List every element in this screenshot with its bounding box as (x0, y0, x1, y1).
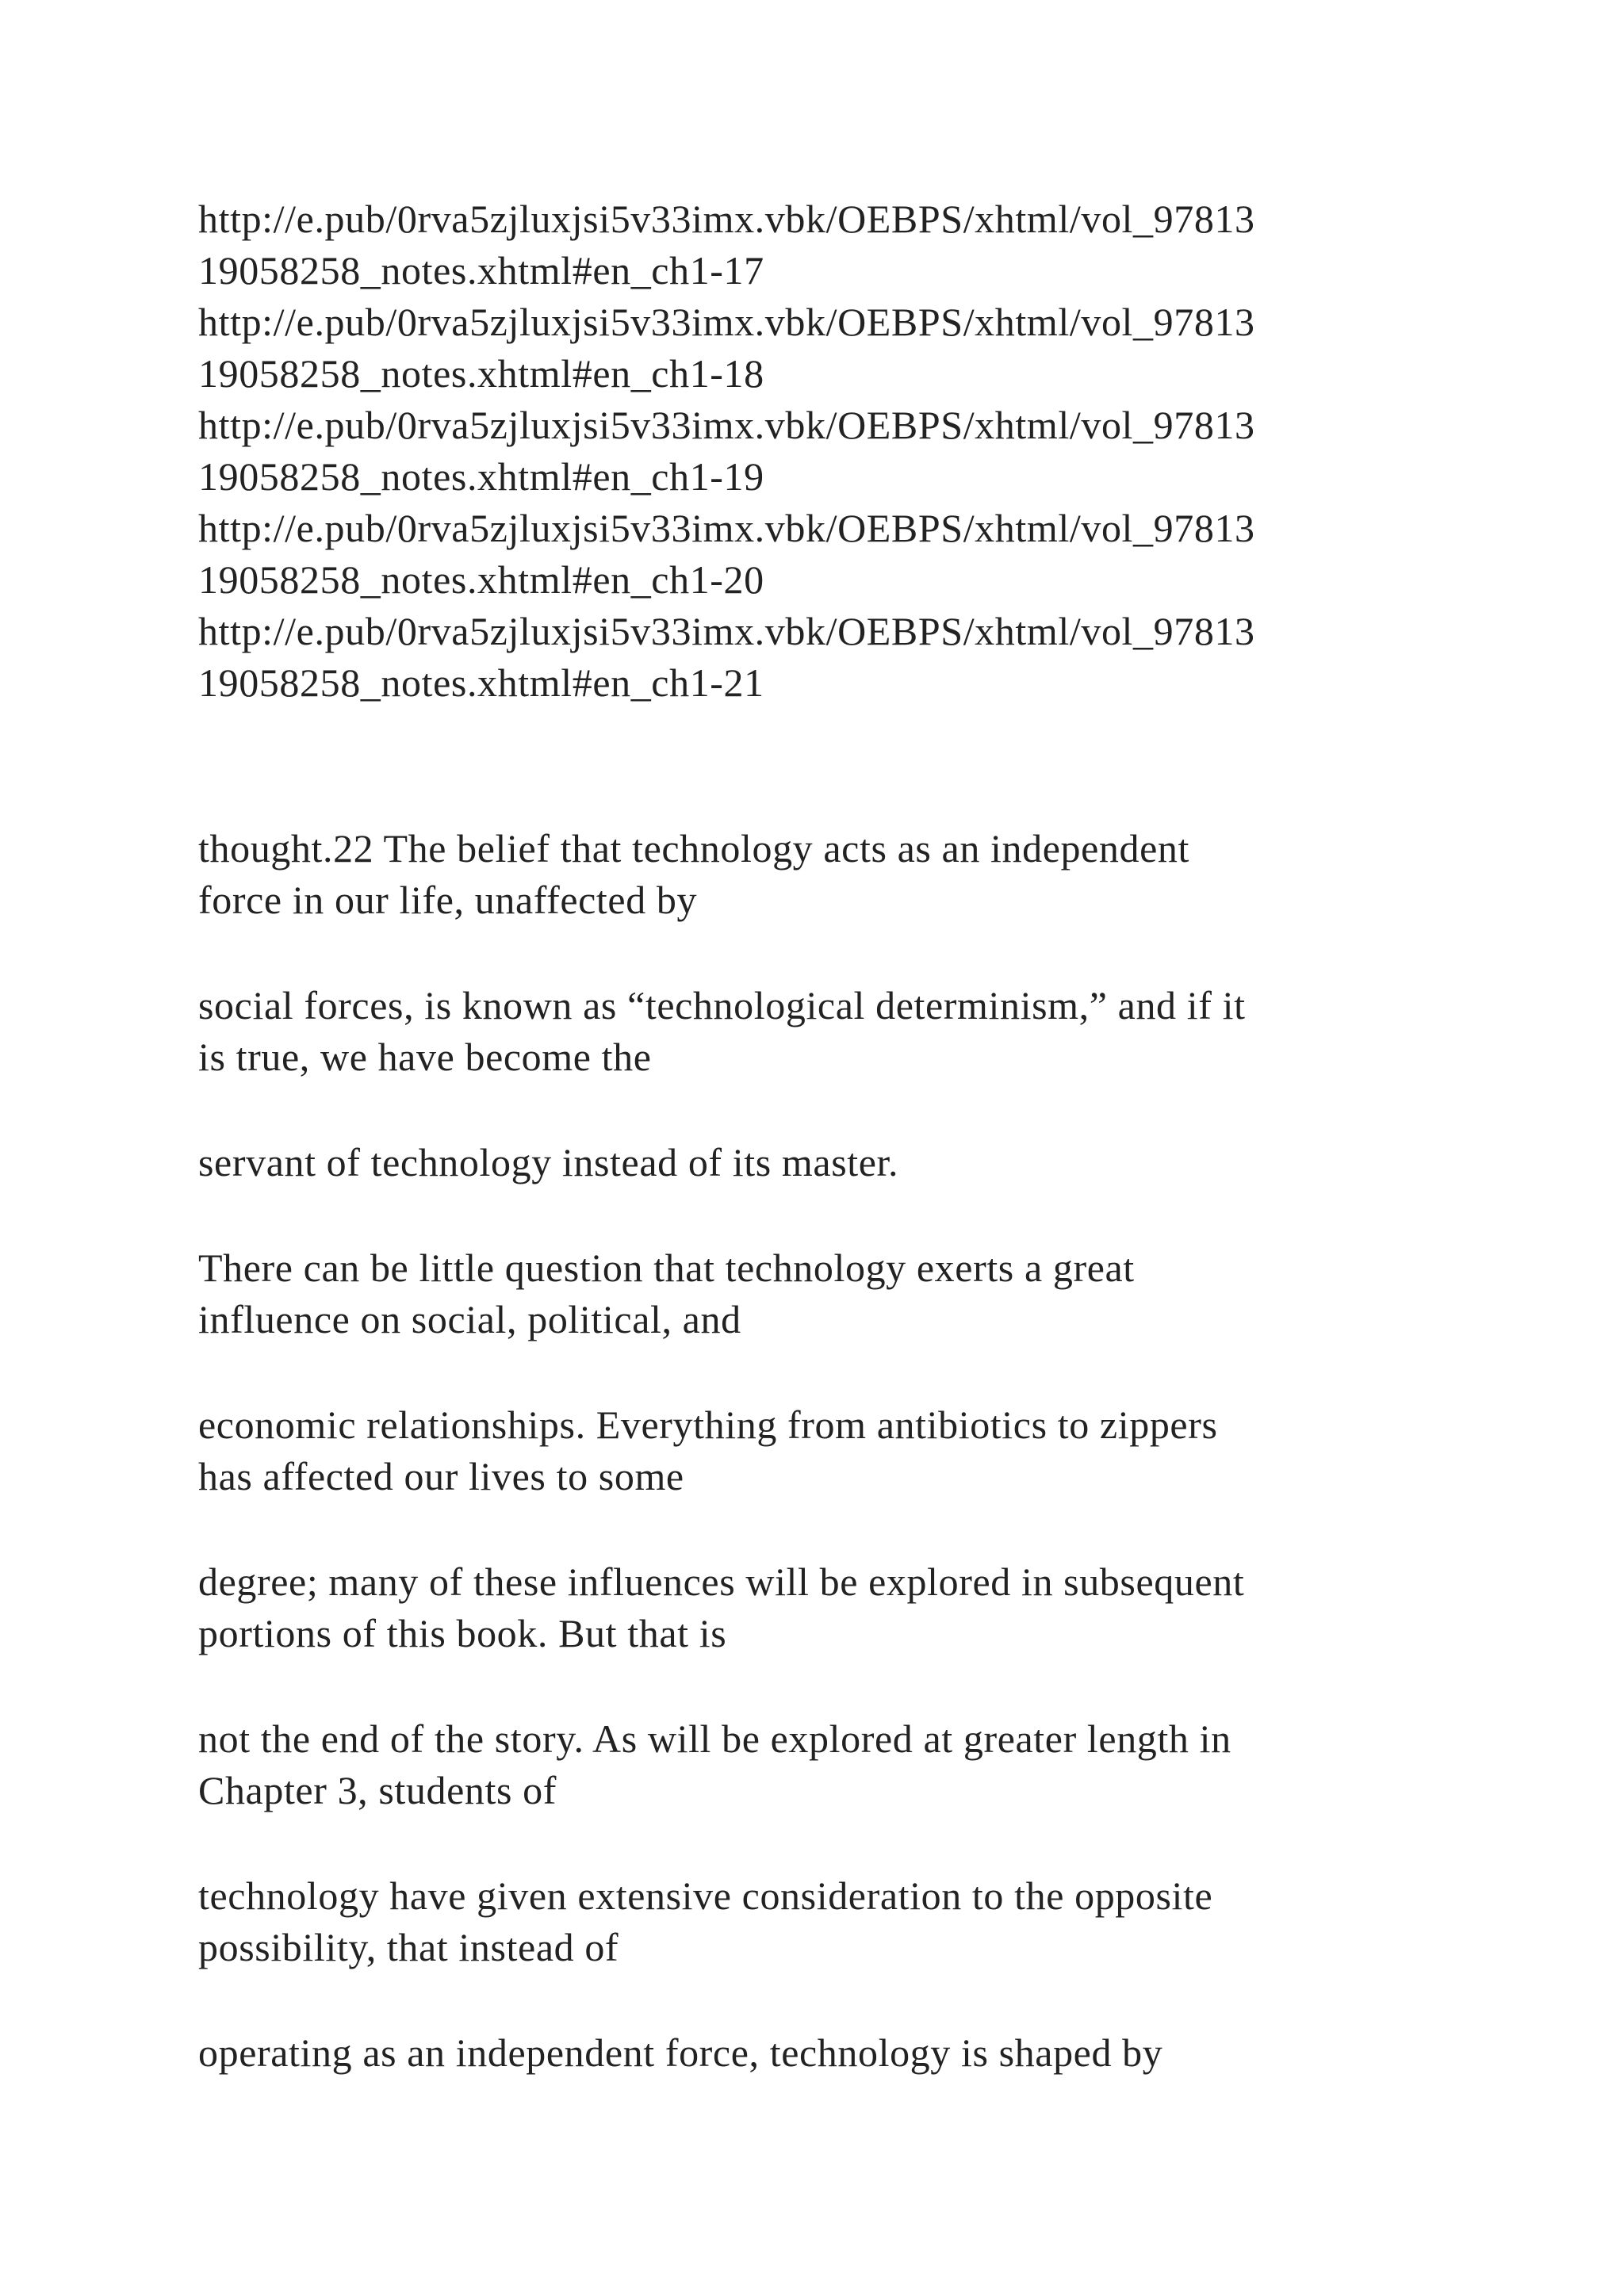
text-line: operating as an independent force, technology is shaped by (198, 2030, 1163, 2075)
text-line: portions of this book. But that is (198, 1611, 727, 1655)
text-line: thought.22 The belief that technology acts as an independent (198, 826, 1190, 871)
paragraph (198, 1713, 1483, 1816)
text-line: servant of technology instead of its master. (198, 1140, 899, 1184)
url-line: http://e.pub/0rva5zjluxjsi5v33imx.vbk/OEBPS/xhtml/vol_97813 (198, 197, 1255, 241)
url-line: 19058258_notes.xhtml#en_ch1-21 (198, 660, 764, 705)
text-line: technology have given extensive consideration to the opposite (198, 1873, 1213, 1918)
paragraph (198, 1242, 1483, 1345)
url-line: 19058258_notes.xhtml#en_ch1-18 (198, 351, 764, 396)
paragraph (198, 1137, 1483, 1188)
text-line: possibility, that instead of (198, 1925, 619, 1969)
paragraph (198, 1870, 1483, 1973)
url-line: 19058258_notes.xhtml#en_ch1-17 (198, 248, 764, 293)
text-line: force in our life, unaffected by (198, 878, 698, 922)
url-line: http://e.pub/0rva5zjluxjsi5v33imx.vbk/OEBPS/xhtml/vol_97813 (198, 506, 1255, 550)
text-line: social forces, is known as “technological determinism,” and if it (198, 983, 1246, 1027)
text-line: has affected our lives to some (198, 1454, 684, 1498)
paragraph (198, 2027, 1483, 2079)
text-line: influence on social, political, and (198, 1297, 741, 1341)
paragraph (198, 980, 1483, 1083)
text-line: is true, we have become the (198, 1035, 652, 1079)
paragraph (198, 1399, 1483, 1502)
text-line: Chapter 3, students of (198, 1768, 557, 1812)
text-line: not the end of the story. As will be explored at greater length in (198, 1716, 1231, 1761)
url-line: http://e.pub/0rva5zjluxjsi5v33imx.vbk/OEBPS/xhtml/vol_97813 (198, 403, 1255, 447)
url-line: 19058258_notes.xhtml#en_ch1-20 (198, 557, 764, 602)
url-line: http://e.pub/0rva5zjluxjsi5v33imx.vbk/OEBPS/xhtml/vol_97813 (198, 609, 1255, 653)
body-text (198, 823, 1483, 2079)
text-line: There can be little question that technology exerts a great (198, 1246, 1135, 1290)
text-line: degree; many of these influences will be explored in subsequent (198, 1559, 1245, 1604)
notes-url-list (198, 193, 1483, 709)
url-line: http://e.pub/0rva5zjluxjsi5v33imx.vbk/OEBPS/xhtml/vol_97813 (198, 300, 1255, 344)
url-line: 19058258_notes.xhtml#en_ch1-19 (198, 454, 764, 499)
text-line: economic relationships. Everything from antibiotics to zippers (198, 1402, 1218, 1447)
paragraph (198, 823, 1483, 926)
paragraph (198, 1556, 1483, 1659)
